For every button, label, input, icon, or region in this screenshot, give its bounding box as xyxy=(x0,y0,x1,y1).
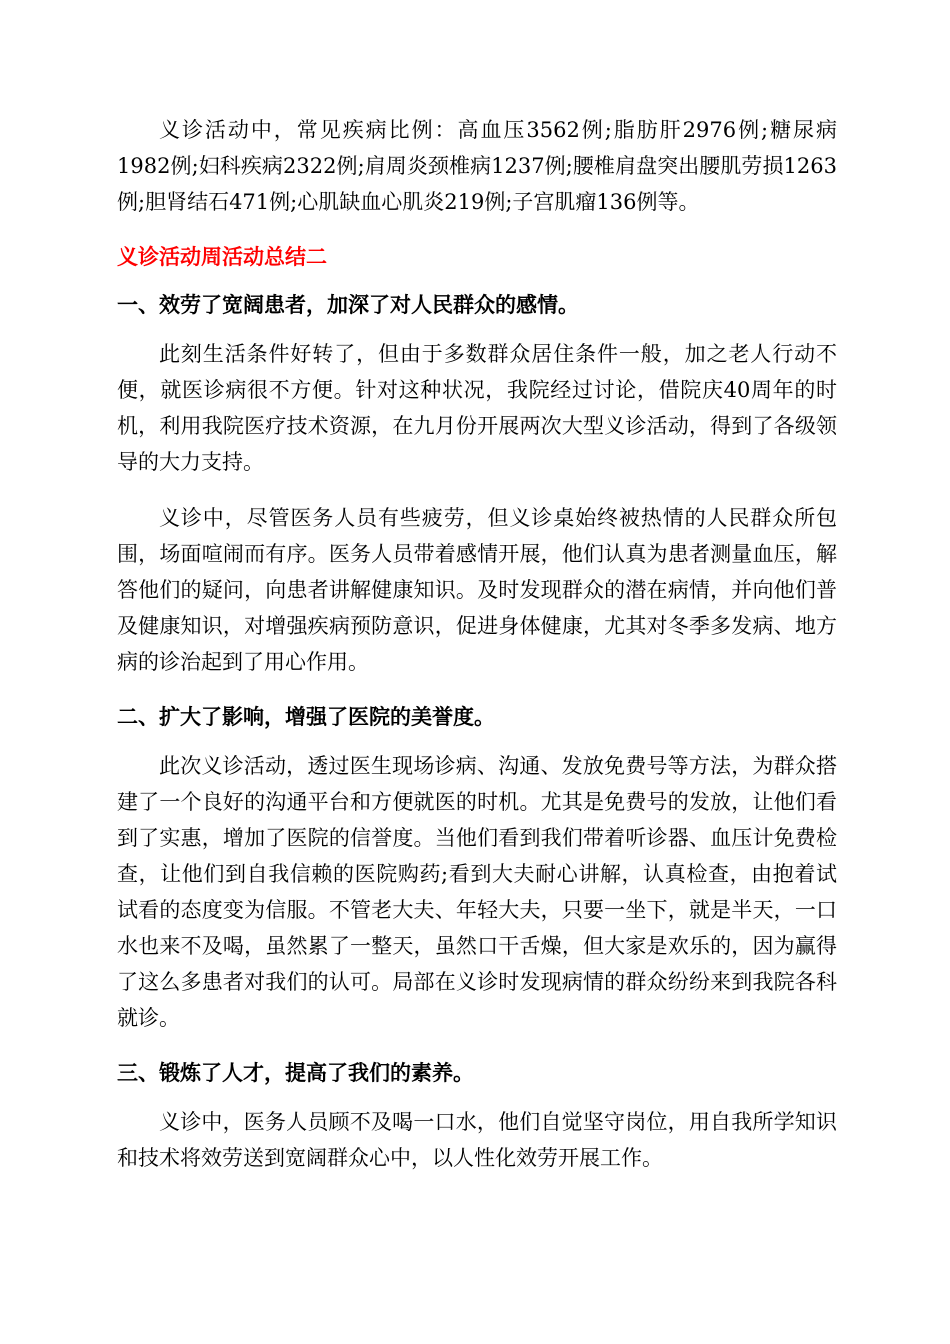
part1-paragraph-2: 义诊中，尽管医务人员有些疲劳，但义诊桌始终被热情的人民群众所包围，场面喧闹而有序。医务人员带着感情开展，他们认真为患者测量血压，解答他们的疑问，向患者讲解健康知识。及时发现群众的潜在病情，并向他们普及健康知识，对增强疾病预防意识，促进身体健康，尤其对冬季多发病、地方病的诊治起到了用心作用。 xyxy=(117,506,837,674)
section-title: 义诊活动周活动总结二 xyxy=(117,245,327,269)
intro-paragraph: 义诊活动中，常见疾病比例：高血压3562例;脂肪肝2976例;糖尿病1982例;妇科疾病2322例;肩周炎颈椎病1237例;腰椎肩盘突出腰肌劳损1263例;胆肾结石471例;心肌缺血心肌炎219例;子宫肌瘤136例等。 xyxy=(117,118,837,214)
part2-heading: 二、扩大了影响，增强了医院的美誉度。 xyxy=(117,705,495,729)
part1-paragraph-1: 此刻生活条件好转了，但由于多数群众居住条件一般，加之老人行动不便，就医诊病很不方便。针对这种状况，我院经过讨论，借院庆40周年的时机，利用我院医疗技术资源，在九月份开展两次大型义诊活动，得到了各级领导的大力支持。 xyxy=(117,342,837,474)
part2-paragraph-1: 此次义诊活动，透过医生现场诊病、沟通、发放免费号等方法，为群众搭建了一个良好的沟通平台和方便就医的时机。尤其是免费号的发放，让他们看到了实惠，增加了医院的信誉度。当他们看到我们带着听诊器、血压计免费检查，让他们到自我信赖的医院购药;看到大夫耐心讲解，认真检查，由抱着试试看的态度变为信服。不管老大夫、年轻大夫，只要一坐下，就是半天，一口水也来不及喝，虽然累了一整天，虽然口干舌燥，但大家是欢乐的，因为赢得了这么多患者对我们的认可。局部在义诊时发现病情的群众纷纷来到我院各科就诊。 xyxy=(117,754,837,1030)
part3-heading: 三、锻炼了人才，提高了我们的素养。 xyxy=(117,1061,474,1085)
document-body xyxy=(117,112,837,1176)
part3-paragraph-1: 义诊中，医务人员顾不及喝一口水，他们自觉坚守岗位，用自我所学知识和技术将效劳送到宽阔群众心中，以人性化效劳开展工作。 xyxy=(117,1110,837,1170)
part1-heading: 一、效劳了宽阔患者，加深了对人民群众的感情。 xyxy=(117,293,579,317)
